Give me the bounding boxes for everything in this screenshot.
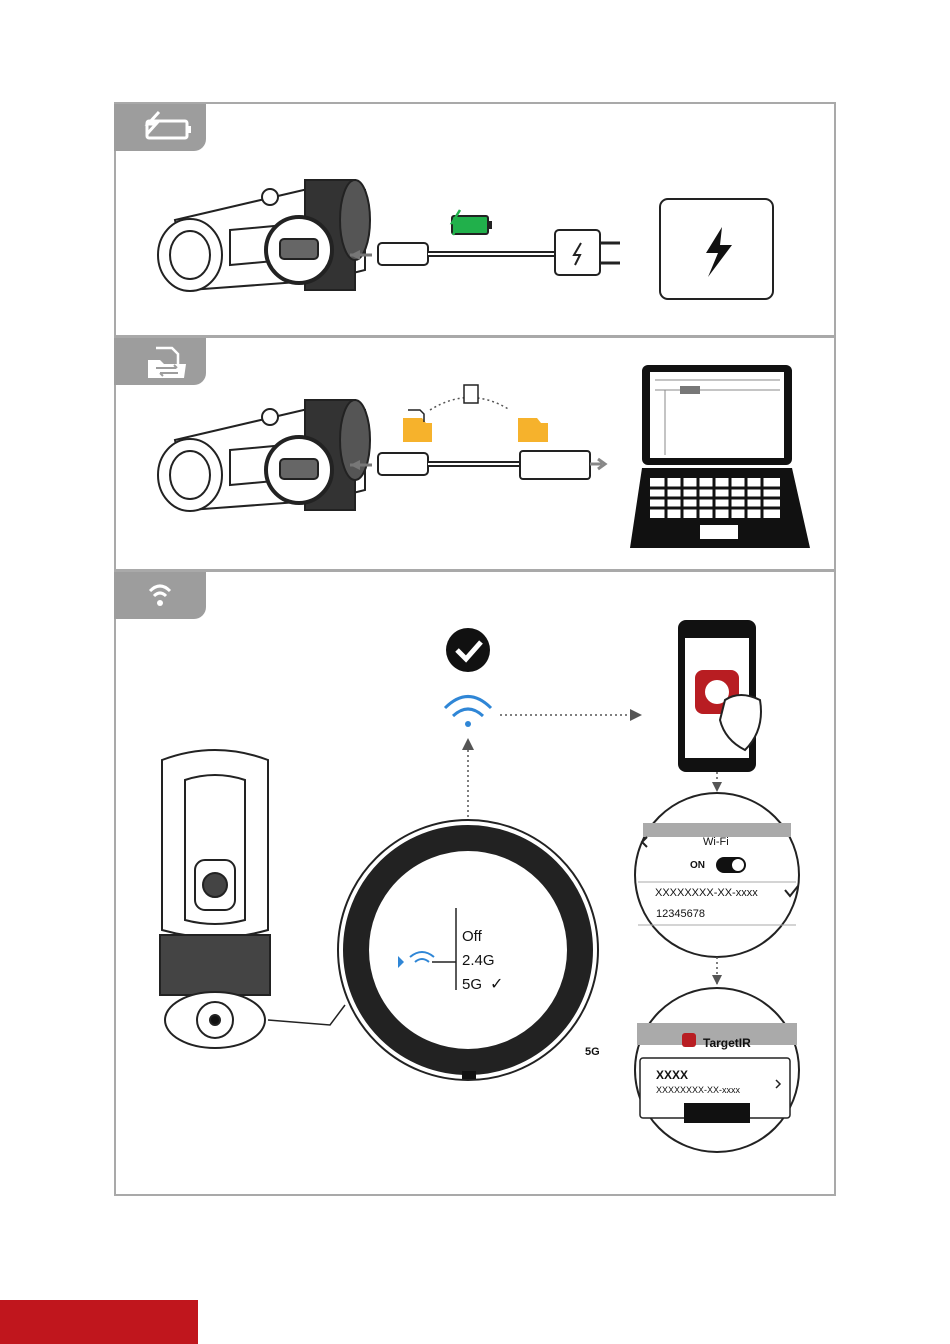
file-transfer-illustration (150, 360, 820, 560)
footer-bar (0, 1300, 198, 1344)
wifi-option-5g: 5G (462, 976, 483, 993)
wifi-ring-caption: 5G (585, 1046, 600, 1058)
laptop (630, 365, 810, 548)
wifi-signal-icon (445, 697, 491, 728)
battery-icon (452, 210, 492, 235)
check-icon (446, 628, 490, 672)
scan-button[interactable] (684, 1103, 750, 1123)
app-name: TargetIR (703, 1036, 751, 1050)
device-name[interactable]: XXXX (656, 1068, 689, 1082)
device-id: XXXXXXXX-XX-xxxx (656, 1085, 741, 1095)
selected-checkmark: ✓ (490, 976, 504, 993)
document-icon (464, 385, 478, 403)
charging-tab (114, 104, 206, 151)
wifi-network-name[interactable]: XXXXXXXX-XX-xxxx (655, 887, 758, 899)
charging-illustration (150, 165, 810, 315)
wifi-toggle-label: ON (690, 860, 705, 871)
camera-front-view (158, 180, 370, 291)
folder-icon (518, 418, 548, 442)
wifi-option-2g: 2.4G (462, 952, 495, 969)
folder-icon (403, 410, 432, 442)
wifi-option-off: Off (462, 928, 482, 945)
battery-charging-icon (114, 104, 206, 151)
section-divider (114, 335, 836, 338)
camera-front-view (158, 400, 370, 511)
camera-side-view (160, 750, 270, 1048)
phone-wifi-title: Wi-Fi (703, 836, 729, 848)
wifi-settings-zoom (635, 793, 799, 957)
wifi-password: 12345678 (656, 908, 705, 920)
section-divider (114, 569, 836, 572)
